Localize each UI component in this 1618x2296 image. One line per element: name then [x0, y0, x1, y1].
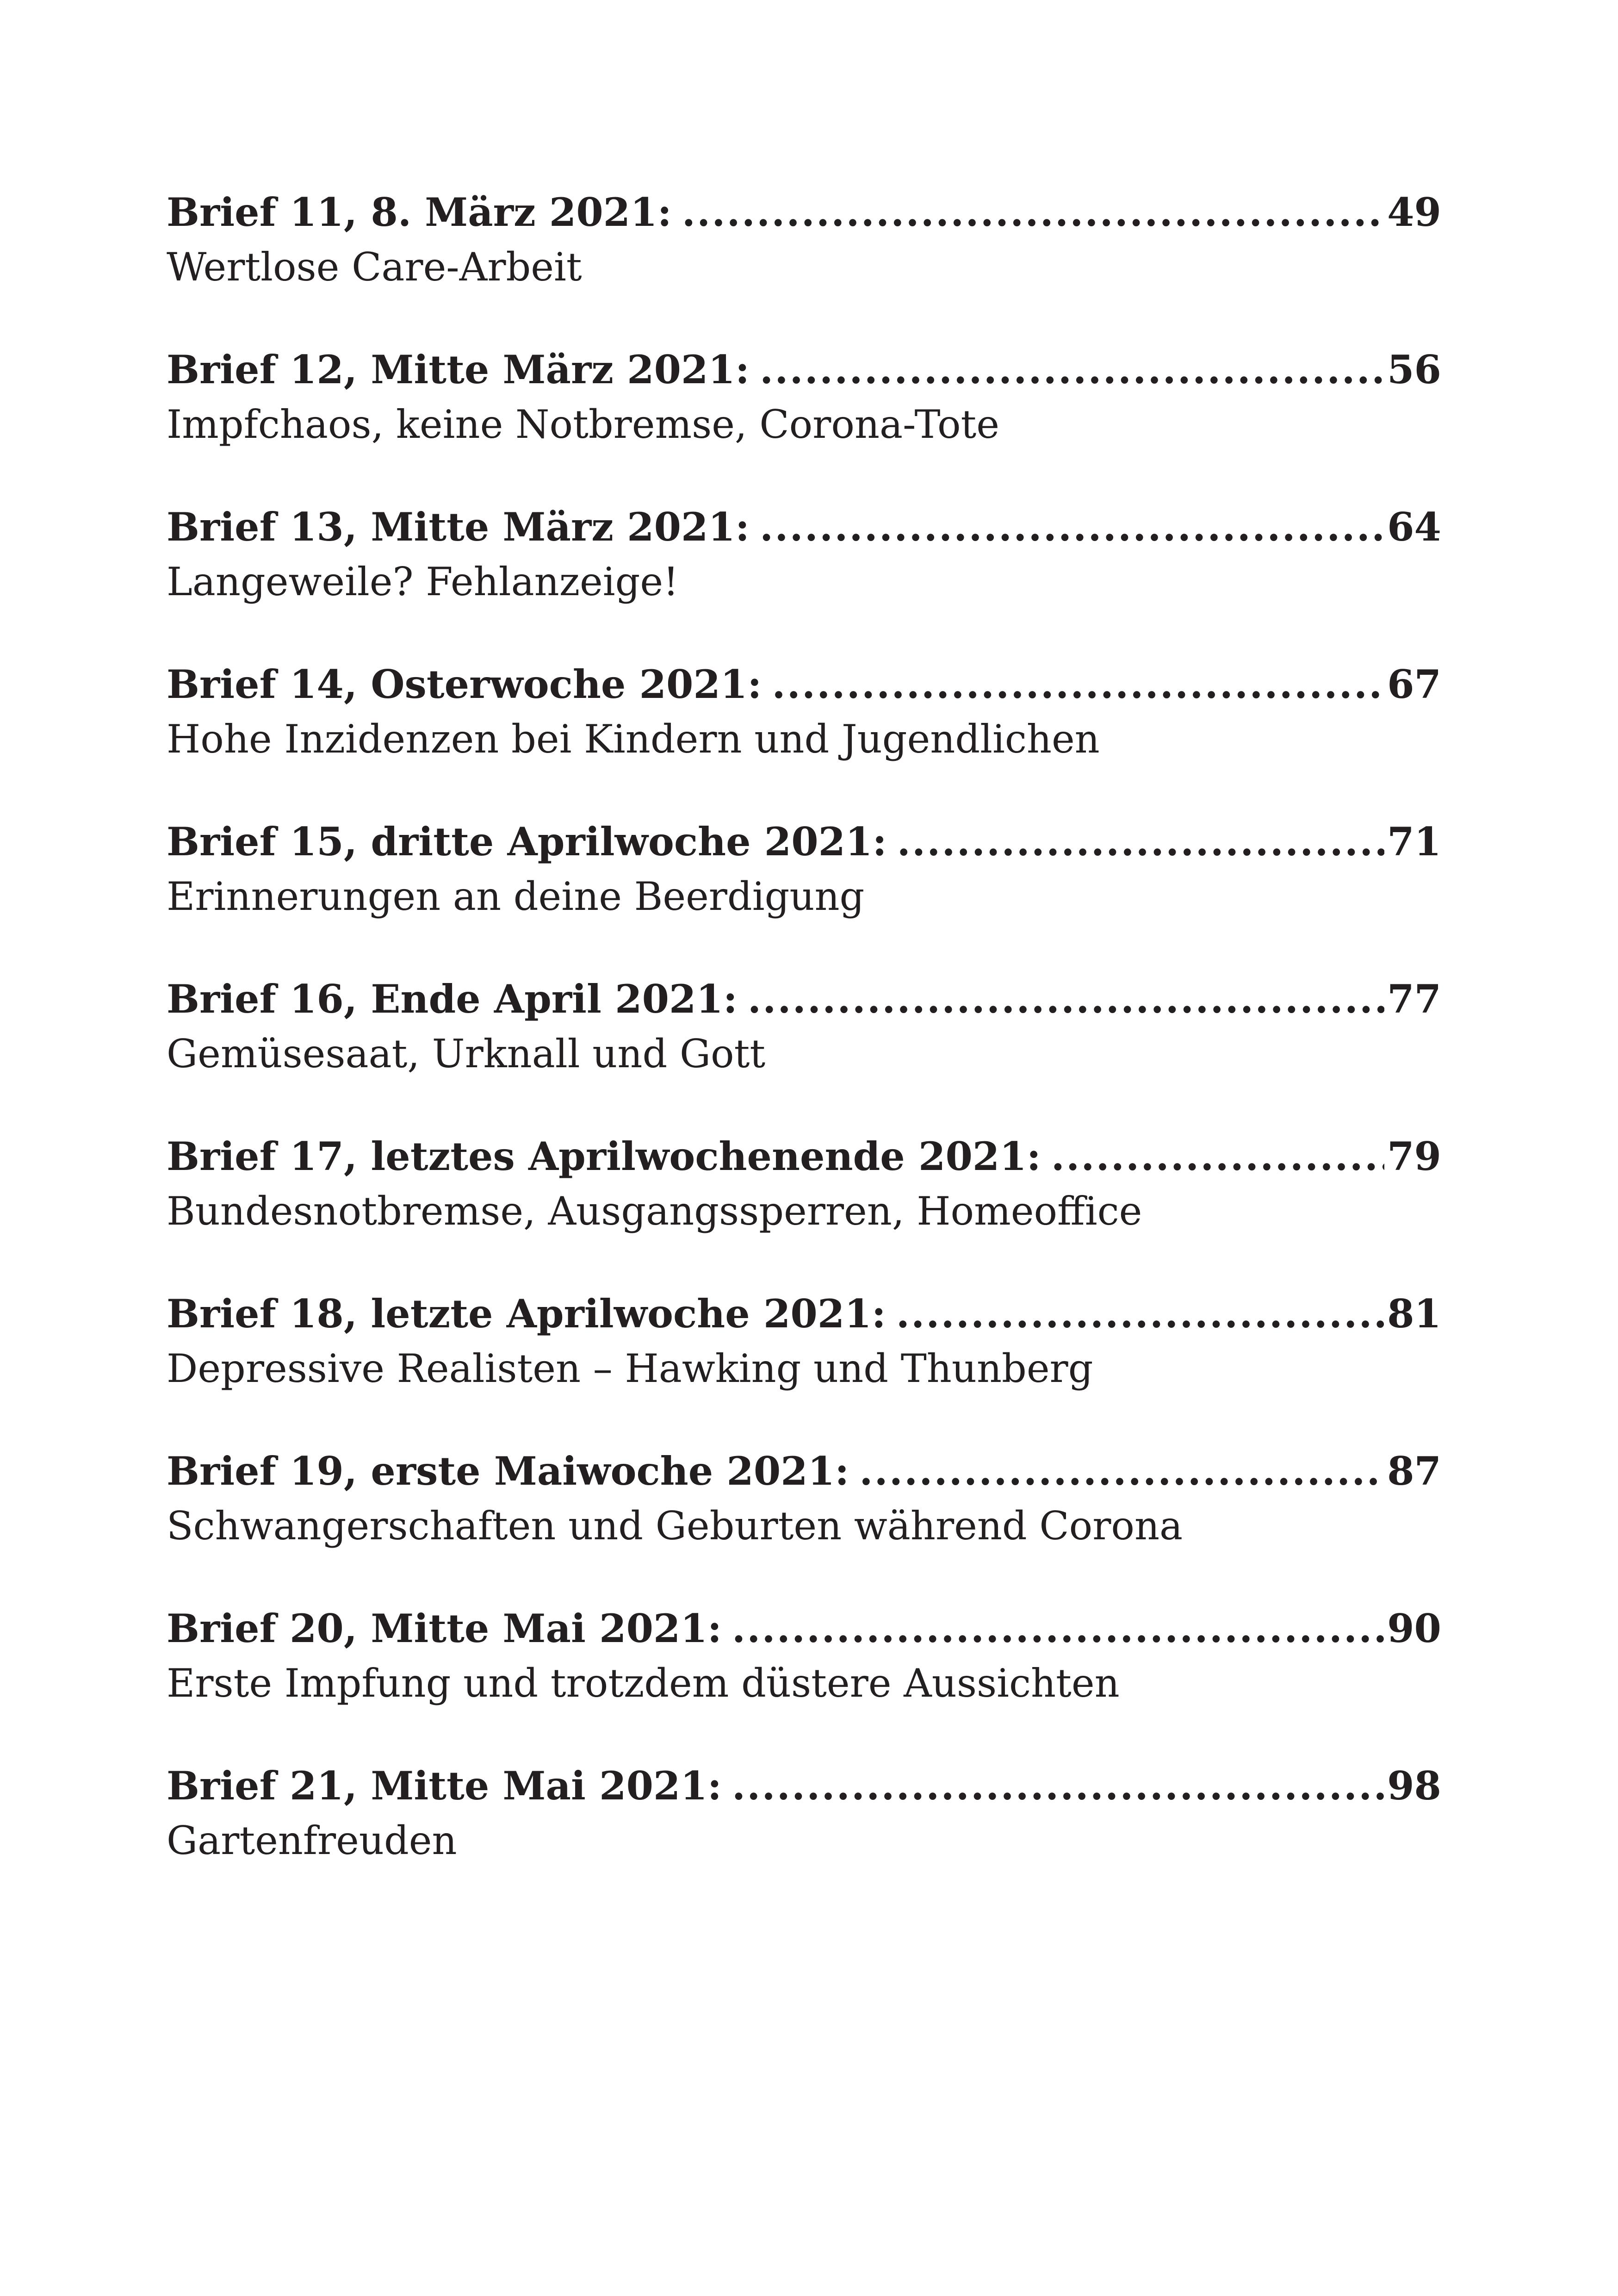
table-of-contents [167, 185, 1441, 1916]
toc-page-number: 98 [1387, 1763, 1441, 1809]
toc-heading: Brief 19, erste Maiwoche 2021: [167, 1448, 849, 1494]
toc-entry[interactable] [167, 1444, 1441, 1601]
toc-page-number: 77 [1387, 976, 1441, 1022]
toc-subtitle: Erinnerungen an deine Beerdigung [167, 874, 865, 919]
toc-entry[interactable] [167, 1287, 1441, 1444]
dot-leader [897, 815, 1385, 869]
dot-leader [732, 1601, 1384, 1656]
toc-heading: Brief 11, 8. März 2021: [167, 189, 672, 235]
dot-leader [859, 1444, 1384, 1499]
toc-heading: Brief 18, letzte Aprilwoche 2021: [167, 1291, 886, 1337]
toc-subtitle: Hohe Inzidenzen bei Kindern und Jugendlichen [167, 716, 1100, 762]
toc-page-number: 64 [1387, 504, 1441, 550]
toc-page-number: 71 [1387, 819, 1441, 865]
toc-heading-line [167, 1601, 1441, 1656]
toc-subtitle: Bundesnotbremse, Ausgangssperren, Homeoffice [167, 1188, 1142, 1234]
toc-page-number: 81 [1387, 1291, 1441, 1337]
dot-leader [896, 1287, 1384, 1341]
toc-heading-line [167, 657, 1441, 712]
dot-leader [732, 1759, 1384, 1813]
toc-heading: Brief 15, dritte Aprilwoche 2021: [167, 819, 887, 865]
toc-heading: Brief 16, Ende April 2021: [167, 976, 738, 1022]
toc-heading: Brief 14, Osterwoche 2021: [167, 661, 762, 707]
toc-subtitle: Schwangerschaften und Geburten während Corona [167, 1503, 1183, 1549]
toc-entry[interactable] [167, 1129, 1441, 1287]
toc-subtitle: Wertlose Care-Arbeit [167, 244, 582, 290]
toc-entry[interactable] [167, 815, 1441, 972]
toc-entry[interactable] [167, 657, 1441, 815]
dot-leader [760, 342, 1384, 397]
toc-page-number: 90 [1387, 1605, 1441, 1651]
toc-page-number: 49 [1387, 189, 1441, 235]
toc-heading-line [167, 1759, 1441, 1813]
toc-subtitle: Impfchaos, keine Notbremse, Corona-Tote [167, 402, 1000, 447]
toc-entry[interactable] [167, 342, 1441, 500]
toc-entry[interactable] [167, 185, 1441, 342]
toc-heading: Brief 20, Mitte Mai 2021: [167, 1605, 722, 1651]
toc-heading-line [167, 500, 1441, 554]
toc-entry[interactable] [167, 500, 1441, 657]
toc-page-number: 87 [1387, 1448, 1441, 1494]
dot-leader [748, 972, 1384, 1027]
toc-heading: Brief 17, letztes Aprilwochenende 2021: [167, 1133, 1041, 1179]
toc-page-number: 79 [1387, 1133, 1441, 1179]
toc-page-number: 56 [1387, 347, 1441, 392]
toc-subtitle: Gemüsesaat, Urknall und Gott [167, 1031, 766, 1076]
toc-heading-line [167, 815, 1441, 869]
toc-subtitle: Gartenfreuden [167, 1818, 457, 1863]
dot-leader [772, 657, 1384, 712]
toc-entry[interactable] [167, 1601, 1441, 1759]
dot-leader [760, 500, 1384, 554]
toc-entry[interactable] [167, 1759, 1441, 1916]
toc-heading-line [167, 1444, 1441, 1499]
toc-subtitle: Depressive Realisten – Hawking und Thunberg [167, 1346, 1093, 1391]
toc-page-number: 67 [1387, 661, 1441, 707]
toc-subtitle: Langeweile? Fehlanzeige! [167, 559, 679, 604]
toc-entry[interactable] [167, 972, 1441, 1129]
toc-subtitle: Erste Impfung und trotzdem düstere Aussichten [167, 1661, 1120, 1706]
toc-heading: Brief 21, Mitte Mai 2021: [167, 1763, 722, 1809]
dot-leader [682, 185, 1384, 240]
toc-heading: Brief 12, Mitte März 2021: [167, 347, 750, 392]
toc-heading-line [167, 185, 1441, 240]
dot-leader [1051, 1129, 1384, 1184]
toc-heading-line [167, 342, 1441, 397]
toc-heading-line [167, 972, 1441, 1027]
toc-heading-line [167, 1287, 1441, 1341]
toc-heading: Brief 13, Mitte März 2021: [167, 504, 750, 550]
toc-heading-line [167, 1129, 1441, 1184]
